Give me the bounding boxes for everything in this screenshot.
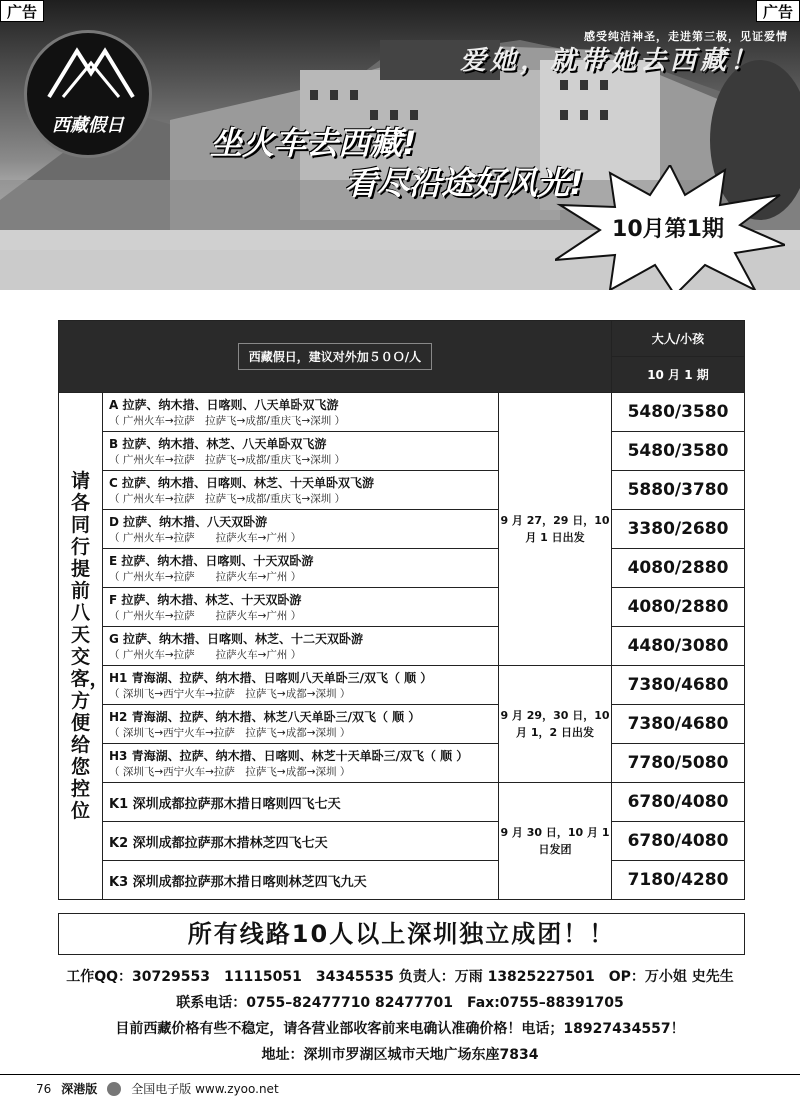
- price-cell: 4480/3080: [612, 627, 745, 666]
- route-cell: F 拉萨、纳木措、林芝、十天双卧游 （ 广州火车→拉萨 拉萨火车→广州 ）: [103, 588, 499, 627]
- price-cell: 6780/4080: [612, 822, 745, 861]
- mountain-logo-icon: [27, 37, 155, 117]
- headline-1: 坐火车去西藏!: [210, 124, 417, 162]
- route-cell: K3 深圳成都拉萨那木措日喀则林芝四飞九天: [103, 861, 499, 900]
- route-cell: G 拉萨、纳木措、日喀则、林芝、十二天双卧游 （ 广州火车→拉萨 拉萨火车→广州 ）: [103, 627, 499, 666]
- table-row: [59, 471, 745, 510]
- contact-qq-line: 工作QQ：30729553 11115051 34345535 负责人：万雨 13825227501 OP：万小姐 史先生: [66, 969, 734, 985]
- departure-cell: 9 月 30 日，10 月 1 日发团: [499, 783, 612, 900]
- route-cell: K1 深圳成都拉萨那木措日喀则四飞七天: [103, 783, 499, 822]
- route-cell: H1 青海湖、拉萨、纳木措、日喀则八天单卧三/双飞（ 顺 ） （ 深圳飞→西宁火车→拉萨 拉萨飞→成都→深圳 ）: [103, 666, 499, 705]
- footer-divider: [0, 1074, 800, 1075]
- price-cell: 5480/3580: [612, 393, 745, 432]
- table-row: [59, 627, 745, 666]
- table-row: [59, 705, 745, 744]
- route-cell: A 拉萨、纳木措、日喀则、八天单卧双飞游 （ 广州火车→拉萨 拉萨飞→成都/重庆飞→深圳 ）: [103, 393, 499, 432]
- table-row: [59, 822, 745, 861]
- price-cell: 5880/3780: [612, 471, 745, 510]
- price-cell: 7380/4680: [612, 666, 745, 705]
- banner: [0, 0, 800, 290]
- table-row: [59, 861, 745, 900]
- departure-cell: 9 月 29，30 日，10 月 1，2 日出发: [499, 666, 612, 783]
- table-row: [59, 549, 745, 588]
- price-cell: 5480/3580: [612, 432, 745, 471]
- table-row: [59, 783, 745, 822]
- route-cell: E 拉萨、纳木措、日喀则、十天双卧游 （ 广州火车→拉萨 拉萨火车→广州 ）: [103, 549, 499, 588]
- route-cell: H3 青海湖、拉萨、纳木措、日喀则、林芝十天单卧三/双飞（ 顺 ） （ 深圳飞→西宁火车→拉萨 拉萨飞→成都→深圳 ）: [103, 744, 499, 783]
- issue-label: 10月第1期: [612, 217, 724, 242]
- table-header-price: 大人/小孩: [612, 321, 745, 357]
- price-cell: 6780/4080: [612, 783, 745, 822]
- table-header-main: 西藏假日，建议对外加５０Ｏ/人: [59, 321, 612, 393]
- headline-2: 看尽沿途好风光!: [345, 164, 584, 202]
- publisher-mark-icon: [107, 1082, 121, 1096]
- table-row: [59, 393, 745, 432]
- group-note: 所有线路10人以上深圳独立成团！！: [58, 913, 745, 955]
- big-slogan: 爱她，就带她去西藏！: [460, 46, 761, 76]
- route-cell: K2 深圳成都拉萨那木措林芝四飞七天: [103, 822, 499, 861]
- route-cell: C 拉萨、纳木措、日喀则、林芝、十天单卧双飞游 （ 广州火车→拉萨 拉萨飞→成都/重庆飞→深圳 ）: [103, 471, 499, 510]
- footer: [36, 1080, 279, 1097]
- side-note: 请各同行提前八天交客，方便给您控位: [59, 393, 103, 900]
- price-cell: 4080/2880: [612, 549, 745, 588]
- edition-label: 深港版: [61, 1082, 98, 1096]
- price-table: [58, 320, 745, 900]
- table-row: [59, 666, 745, 705]
- price-notice-line: 目前西藏价格有些不稳定，请各营业部收客前来电确认准确价格！电话；18927434557！: [115, 1021, 685, 1037]
- price-cell: 7180/4280: [612, 861, 745, 900]
- departure-cell: 9 月 27，29 日，10 月 1 日出发: [499, 393, 612, 666]
- table-row: [59, 510, 745, 549]
- ad-label-left: 广告: [0, 0, 44, 22]
- table-row: [59, 432, 745, 471]
- site-label: 全国电子版 www.zyoo.net: [131, 1082, 279, 1096]
- route-cell: H2 青海湖、拉萨、纳木措、林芝八天单卧三/双飞（ 顺 ） （ 深圳飞→西宁火车→拉萨 拉萨飞→成都→深圳 ）: [103, 705, 499, 744]
- top-slogan: 感受纯洁神圣，走进第三极，见证爱情: [584, 30, 788, 43]
- table-row: [59, 744, 745, 783]
- logo: [24, 30, 152, 158]
- price-cell: 3380/2680: [612, 510, 745, 549]
- price-cell: 4080/2880: [612, 588, 745, 627]
- contact-phone-line: 联系电话：0755–82477710 82477701 Fax:0755–88391705: [176, 995, 624, 1011]
- logo-text: 西藏假日: [52, 115, 124, 136]
- address-line: 地址：深圳市罗湖区城市天地广场东座7834: [261, 1047, 539, 1063]
- price-cell: 7780/5080: [612, 744, 745, 783]
- ad-label-right: 广告: [756, 0, 800, 22]
- route-cell: B 拉萨、纳木措、林芝、八天单卧双飞游 （ 广州火车→拉萨 拉萨飞→成都/重庆飞→深圳 ）: [103, 432, 499, 471]
- price-cell: 7380/4680: [612, 705, 745, 744]
- route-cell: D 拉萨、纳木措、八天双卧游 （ 广州火车→拉萨 拉萨火车→广州 ）: [103, 510, 499, 549]
- table-header-issue: 10 月 1 期: [612, 357, 745, 393]
- table-row: [59, 588, 745, 627]
- page-number: 76: [36, 1081, 52, 1096]
